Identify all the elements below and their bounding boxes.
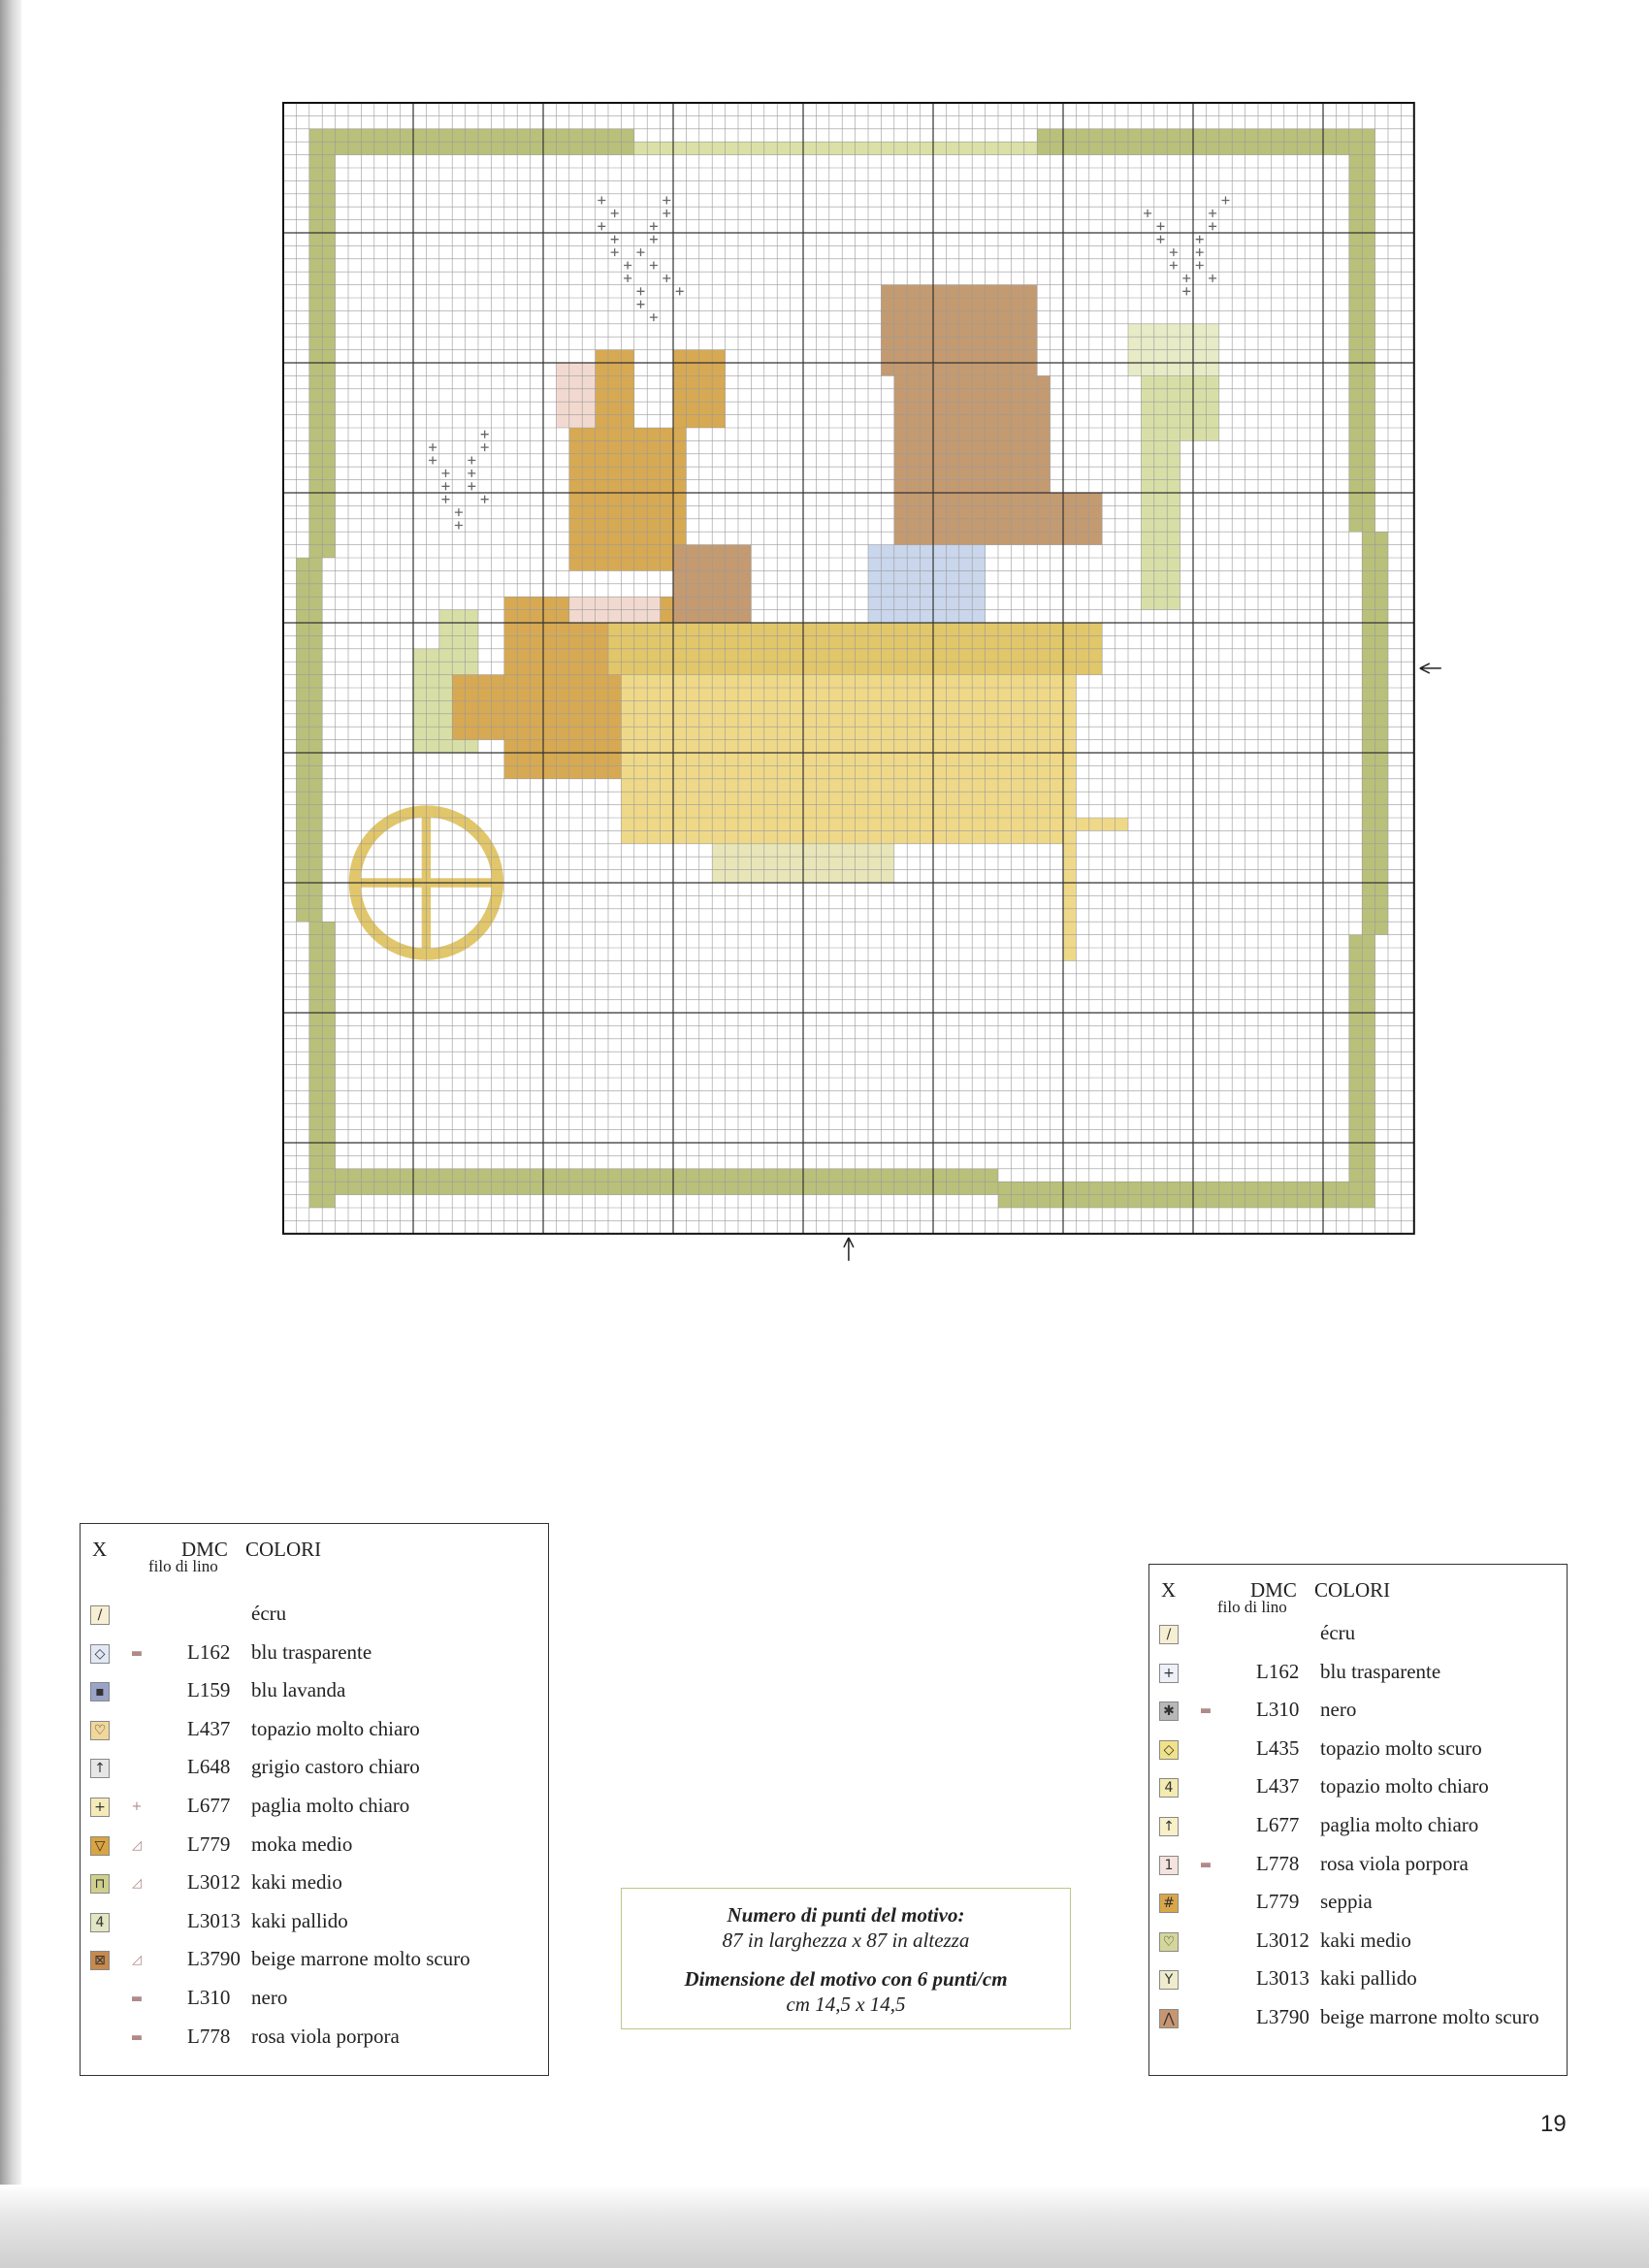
legend-color-name: moka medio	[251, 1831, 353, 1856]
legend-color-name: kaki medio	[1320, 1928, 1411, 1952]
legend-dmc-code: L162	[1256, 1659, 1300, 1683]
legend-dmc-code: L648	[187, 1755, 231, 1779]
legend-row	[81, 1600, 548, 1638]
grass-left-top	[439, 610, 478, 649]
legend-row	[81, 1753, 548, 1792]
legend-col-filo: filo di lino	[1217, 1598, 1287, 1616]
legend-color-name: rosa viola porpora	[251, 2024, 400, 2048]
legend-row	[81, 1831, 548, 1869]
legend-color-name: écru	[1320, 1621, 1356, 1644]
legend-row	[81, 1907, 548, 1946]
legend-left	[80, 1523, 549, 2076]
legend-dmc-code: L778	[1256, 1851, 1300, 1875]
legend-row	[81, 1715, 548, 1754]
legend-symbol: ⊓	[90, 1874, 110, 1894]
legend-col-colori: COLORI	[1314, 1578, 1391, 1602]
legend-row	[1149, 1964, 1567, 2003]
legend-dmc-code: L3013	[187, 1908, 241, 1932]
legend-col-x: X	[92, 1538, 108, 1561]
legend-symbol: ⋀	[1159, 2009, 1179, 2028]
legend-color-name: nero	[1320, 1698, 1357, 1722]
legend-row	[1149, 1927, 1567, 1965]
left-rabbit-head	[569, 428, 687, 570]
legend-half-stitch-symbol: ▬	[1199, 1703, 1212, 1719]
legend-row	[81, 1792, 548, 1831]
legend-color-name: beige marrone molto scuro	[1320, 2005, 1539, 2028]
legend-row	[1149, 1696, 1567, 1734]
legend-dmc-code: L778	[187, 2024, 231, 2048]
legend-color-name: paglia molto chiaro	[1320, 1813, 1479, 1836]
legend-dmc-code: L310	[187, 1986, 231, 2009]
legend-color-name: topazio molto chiaro	[1320, 1774, 1489, 1798]
legend-row	[81, 1868, 548, 1907]
legend-right	[1148, 1564, 1568, 2076]
legend-symbol: ▪	[90, 1682, 110, 1701]
cross-stitch-chart	[272, 97, 1533, 1399]
dimension-value: cm 14,5 x 14,5	[786, 1993, 906, 2016]
legend-col-dmc: DMC	[181, 1538, 228, 1561]
legend-row	[81, 2023, 548, 2061]
legend-row	[1149, 1888, 1567, 1927]
legend-half-stitch-symbol: ▬	[130, 1645, 144, 1661]
legend-color-name: écru	[251, 1602, 287, 1625]
legend-symbol: ◇	[1159, 1740, 1179, 1760]
legend-dmc-code: L677	[187, 1794, 231, 1817]
dimension-title: Dimensione del motivo con 6 punti/cm	[684, 1967, 1008, 1991]
legend-color-name: blu lavanda	[251, 1678, 346, 1702]
legend-color-name: beige marrone molto scuro	[251, 1947, 470, 1971]
legend-dmc-code: L3012	[1256, 1928, 1310, 1952]
legend-dmc-code: L3013	[1256, 1966, 1310, 1991]
legend-color-name: seppia	[1320, 1890, 1373, 1914]
center-marker-bottom	[844, 1238, 854, 1261]
legend-dmc-code: L677	[1256, 1813, 1300, 1836]
legend-dmc-code: L437	[187, 1716, 231, 1740]
book-spine-shadow	[0, 0, 21, 2268]
legend-symbol: ♡	[90, 1721, 110, 1740]
legend-row	[81, 1638, 548, 1677]
legend-symbol: ▽	[90, 1836, 110, 1856]
legend-half-stitch-symbol: +	[131, 1799, 143, 1814]
legend-half-stitch-symbol: ◿	[132, 1876, 142, 1892]
legend-left-header	[81, 1538, 548, 1592]
legend-symbol: ♡	[1159, 1932, 1179, 1952]
legend-color-name: blu trasparente	[1320, 1659, 1441, 1683]
legend-dmc-code: L779	[1256, 1890, 1300, 1914]
legend-symbol: /	[1159, 1625, 1179, 1644]
legend-color-name: paglia molto chiaro	[251, 1794, 410, 1817]
legend-row	[1149, 1811, 1567, 1850]
page-number: 19	[1540, 2111, 1567, 2137]
legend-symbol: ⊠	[90, 1951, 110, 1970]
legend-dmc-code: L3012	[187, 1870, 241, 1895]
legend-row	[1149, 1619, 1567, 1658]
legend-row	[81, 1945, 548, 1984]
legend-color-name: grigio castoro chiaro	[251, 1755, 420, 1779]
center-marker-right	[1420, 664, 1441, 673]
legend-row	[1149, 1772, 1567, 1811]
legend-row	[81, 1984, 548, 2023]
legend-symbol: #	[1159, 1894, 1179, 1913]
page-edge-shadow	[0, 2185, 1649, 2268]
legend-symbol: ◇	[90, 1644, 110, 1664]
legend-dmc-code: L437	[1256, 1774, 1300, 1798]
legend-row	[1149, 2003, 1567, 2042]
legend-color-name: kaki pallido	[1320, 1966, 1417, 1991]
legend-color-name: rosa viola porpora	[1320, 1851, 1469, 1875]
legend-color-name: blu trasparente	[251, 1639, 372, 1664]
legend-dmc-code: L162	[187, 1639, 231, 1664]
legend-col-colori: COLORI	[245, 1538, 322, 1561]
legend-col-x: X	[1161, 1578, 1177, 1602]
legend-col-dmc: DMC	[1250, 1578, 1297, 1602]
legend-symbol: 4	[90, 1913, 110, 1932]
legend-row	[1149, 1734, 1567, 1773]
legend-half-stitch-symbol: ▬	[130, 1992, 144, 2006]
legend-half-stitch-symbol: ◿	[132, 1837, 142, 1853]
stitch-count-title: Numero di punti del motivo:	[727, 1903, 965, 1927]
legend-symbol: +	[1159, 1664, 1179, 1683]
legend-color-name: kaki medio	[251, 1870, 342, 1895]
frame-top-gap	[634, 142, 1037, 154]
legend-half-stitch-symbol: ▬	[130, 2029, 144, 2045]
legend-dmc-code: L3790	[1256, 2005, 1310, 2028]
legend-dmc-code: L779	[187, 1831, 231, 1856]
legend-symbol: ✱	[1159, 1701, 1179, 1721]
legend-color-name: topazio molto chiaro	[251, 1716, 420, 1740]
legend-color-name: topazio molto scuro	[1320, 1735, 1482, 1760]
stitch-count-value: 87 in larghezza x 87 in altezza	[722, 1928, 970, 1952]
legend-symbol: 4	[1159, 1778, 1179, 1798]
legend-dmc-code: L3790	[187, 1947, 241, 1971]
legend-symbol: 1	[1159, 1856, 1179, 1875]
legend-dmc-code: L435	[1256, 1735, 1300, 1760]
greens-right-stem	[1141, 440, 1180, 609]
legend-color-name: nero	[251, 1986, 288, 2009]
legend-symbol: ↑	[90, 1759, 110, 1778]
legend-row	[1149, 1658, 1567, 1697]
legend-color-name: kaki pallido	[251, 1908, 348, 1932]
legend-half-stitch-symbol: ▬	[1199, 1857, 1212, 1872]
legend-half-stitch-symbol: ◿	[132, 1953, 142, 1968]
wheelbarrow-tub	[621, 675, 1076, 844]
legend-symbol: Y	[1159, 1970, 1179, 1990]
legend-row	[81, 1676, 548, 1715]
stitch-count-box	[621, 1888, 1071, 2029]
legend-row	[1149, 1850, 1567, 1889]
legend-symbol: +	[90, 1798, 110, 1817]
legend-symbol: ↑	[1159, 1817, 1179, 1836]
legend-col-filo: filo di lino	[148, 1557, 218, 1575]
legend-symbol: /	[90, 1605, 110, 1625]
legend-dmc-code: L310	[1256, 1698, 1300, 1722]
legend-dmc-code: L159	[187, 1678, 231, 1702]
